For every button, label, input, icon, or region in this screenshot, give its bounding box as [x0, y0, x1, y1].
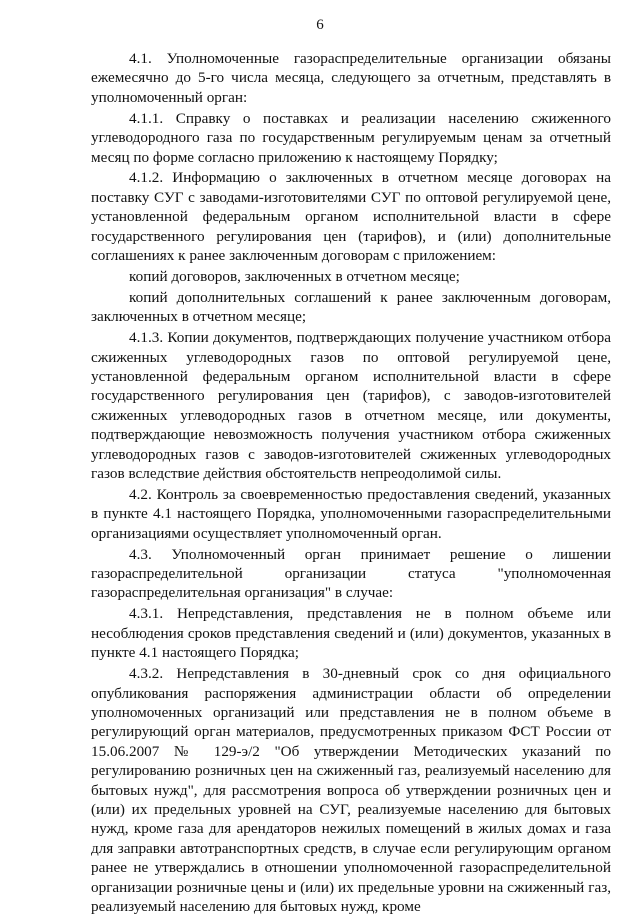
- paragraph-4-2: 4.2. Контроль за своевременностью предоставления сведений, указанных в пункте 4.1 настоящего Порядка, уполномоченными газораспределительными организациями осуществляет уполномоченный орган.: [91, 485, 611, 542]
- paragraph-4-1-2: 4.1.2. Информацию о заключенных в отчетном месяце договорах на поставку СУГ с заводами-изготовителями СУГ по оптовой регулируемой цене, установленной федеральным органом исполнительной власти в сфере государственного регулирования цен (тарифов), и (или) дополнительные соглашениях к ранее заключенным договорам с приложением:: [91, 169, 611, 265]
- paragraph-4-3: 4.3. Уполномоченный орган принимает решение о лишении газораспределительной организации статуса "уполномоченная газораспределительная организация" в случае:: [91, 545, 611, 602]
- paragraph-4-3-2: 4.3.2. Непредставления в 30-дневный срок со дня официального опубликования распоряжения администрации области об определении уполномоченных организаций или представления не в полном объеме в регулирующий орган материалов, предусмотренных приказом ФСТ России от 15.06.2007 № 129-э/2 "Об утверждении Методических указаний по регулированию розничных цен на сжиженный газ, реализуемый населению для бытовых нужд", для рассмотрения вопроса об утверждении розничных цен и (или) их предельных уровней на СУГ, реализуемые населению для бытовых нужд, кроме газа для арендаторов нежилых помещений в жилых домах и газа для заправки автотранспортных средств, в случае если регулирующим органом ранее не утверждались в отношении уполномоченной газораспределительной организации розничные цены и (или) их предельные уровни на сжиженный газ, реализуемый населению для бытовых нужд, кроме: [91, 665, 611, 915]
- paragraph-4-1-1: 4.1.1. Справку о поставках и реализации населению сжиженного углеводородного газа по государственным регулируемым ценам за отчетный месяц по форме согласно приложению к настоящему Порядку;: [91, 109, 611, 166]
- list-item-contract-copies: копий договоров, заключенных в отчетном месяце;: [129, 267, 460, 285]
- list-item-agreement-copies: копий дополнительных соглашений к ранее заключенным договорам, заключенных в отчетном месяце;: [91, 288, 611, 326]
- paragraph-4-1-3: 4.1.3. Копии документов, подтверждающих получение участником отбора сжиженных углеводородных газов по оптовой регулируемой цене, установленной федеральным органом исполнительной власти в сфере государственного регулирования цен (тарифов), с заводов-изготовителей сжиженных углеводородных газов в отчетном месяце, или документы, подтверждающие невозможность получения участником отбора сжиженных углеводородных газов с заводов-изготовителей сжиженных углеводородных газов вследствие действия обстоятельств непреодолимой силы.: [91, 329, 611, 483]
- document-body: [91, 49, 611, 918]
- paragraph-4-1: 4.1. Уполномоченные газораспределительные организации обязаны ежемесячно до 5-го числа месяца, следующего за отчетным, представлять в уполномоченный орган:: [91, 50, 611, 106]
- paragraph-4-3-1: 4.3.1. Непредставления, представления не в полном объеме или несоблюдения сроков представления сведений и (или) документов, указанных в пункте 4.1 настоящего Порядка;: [91, 605, 611, 662]
- page-number: 6: [316, 17, 324, 33]
